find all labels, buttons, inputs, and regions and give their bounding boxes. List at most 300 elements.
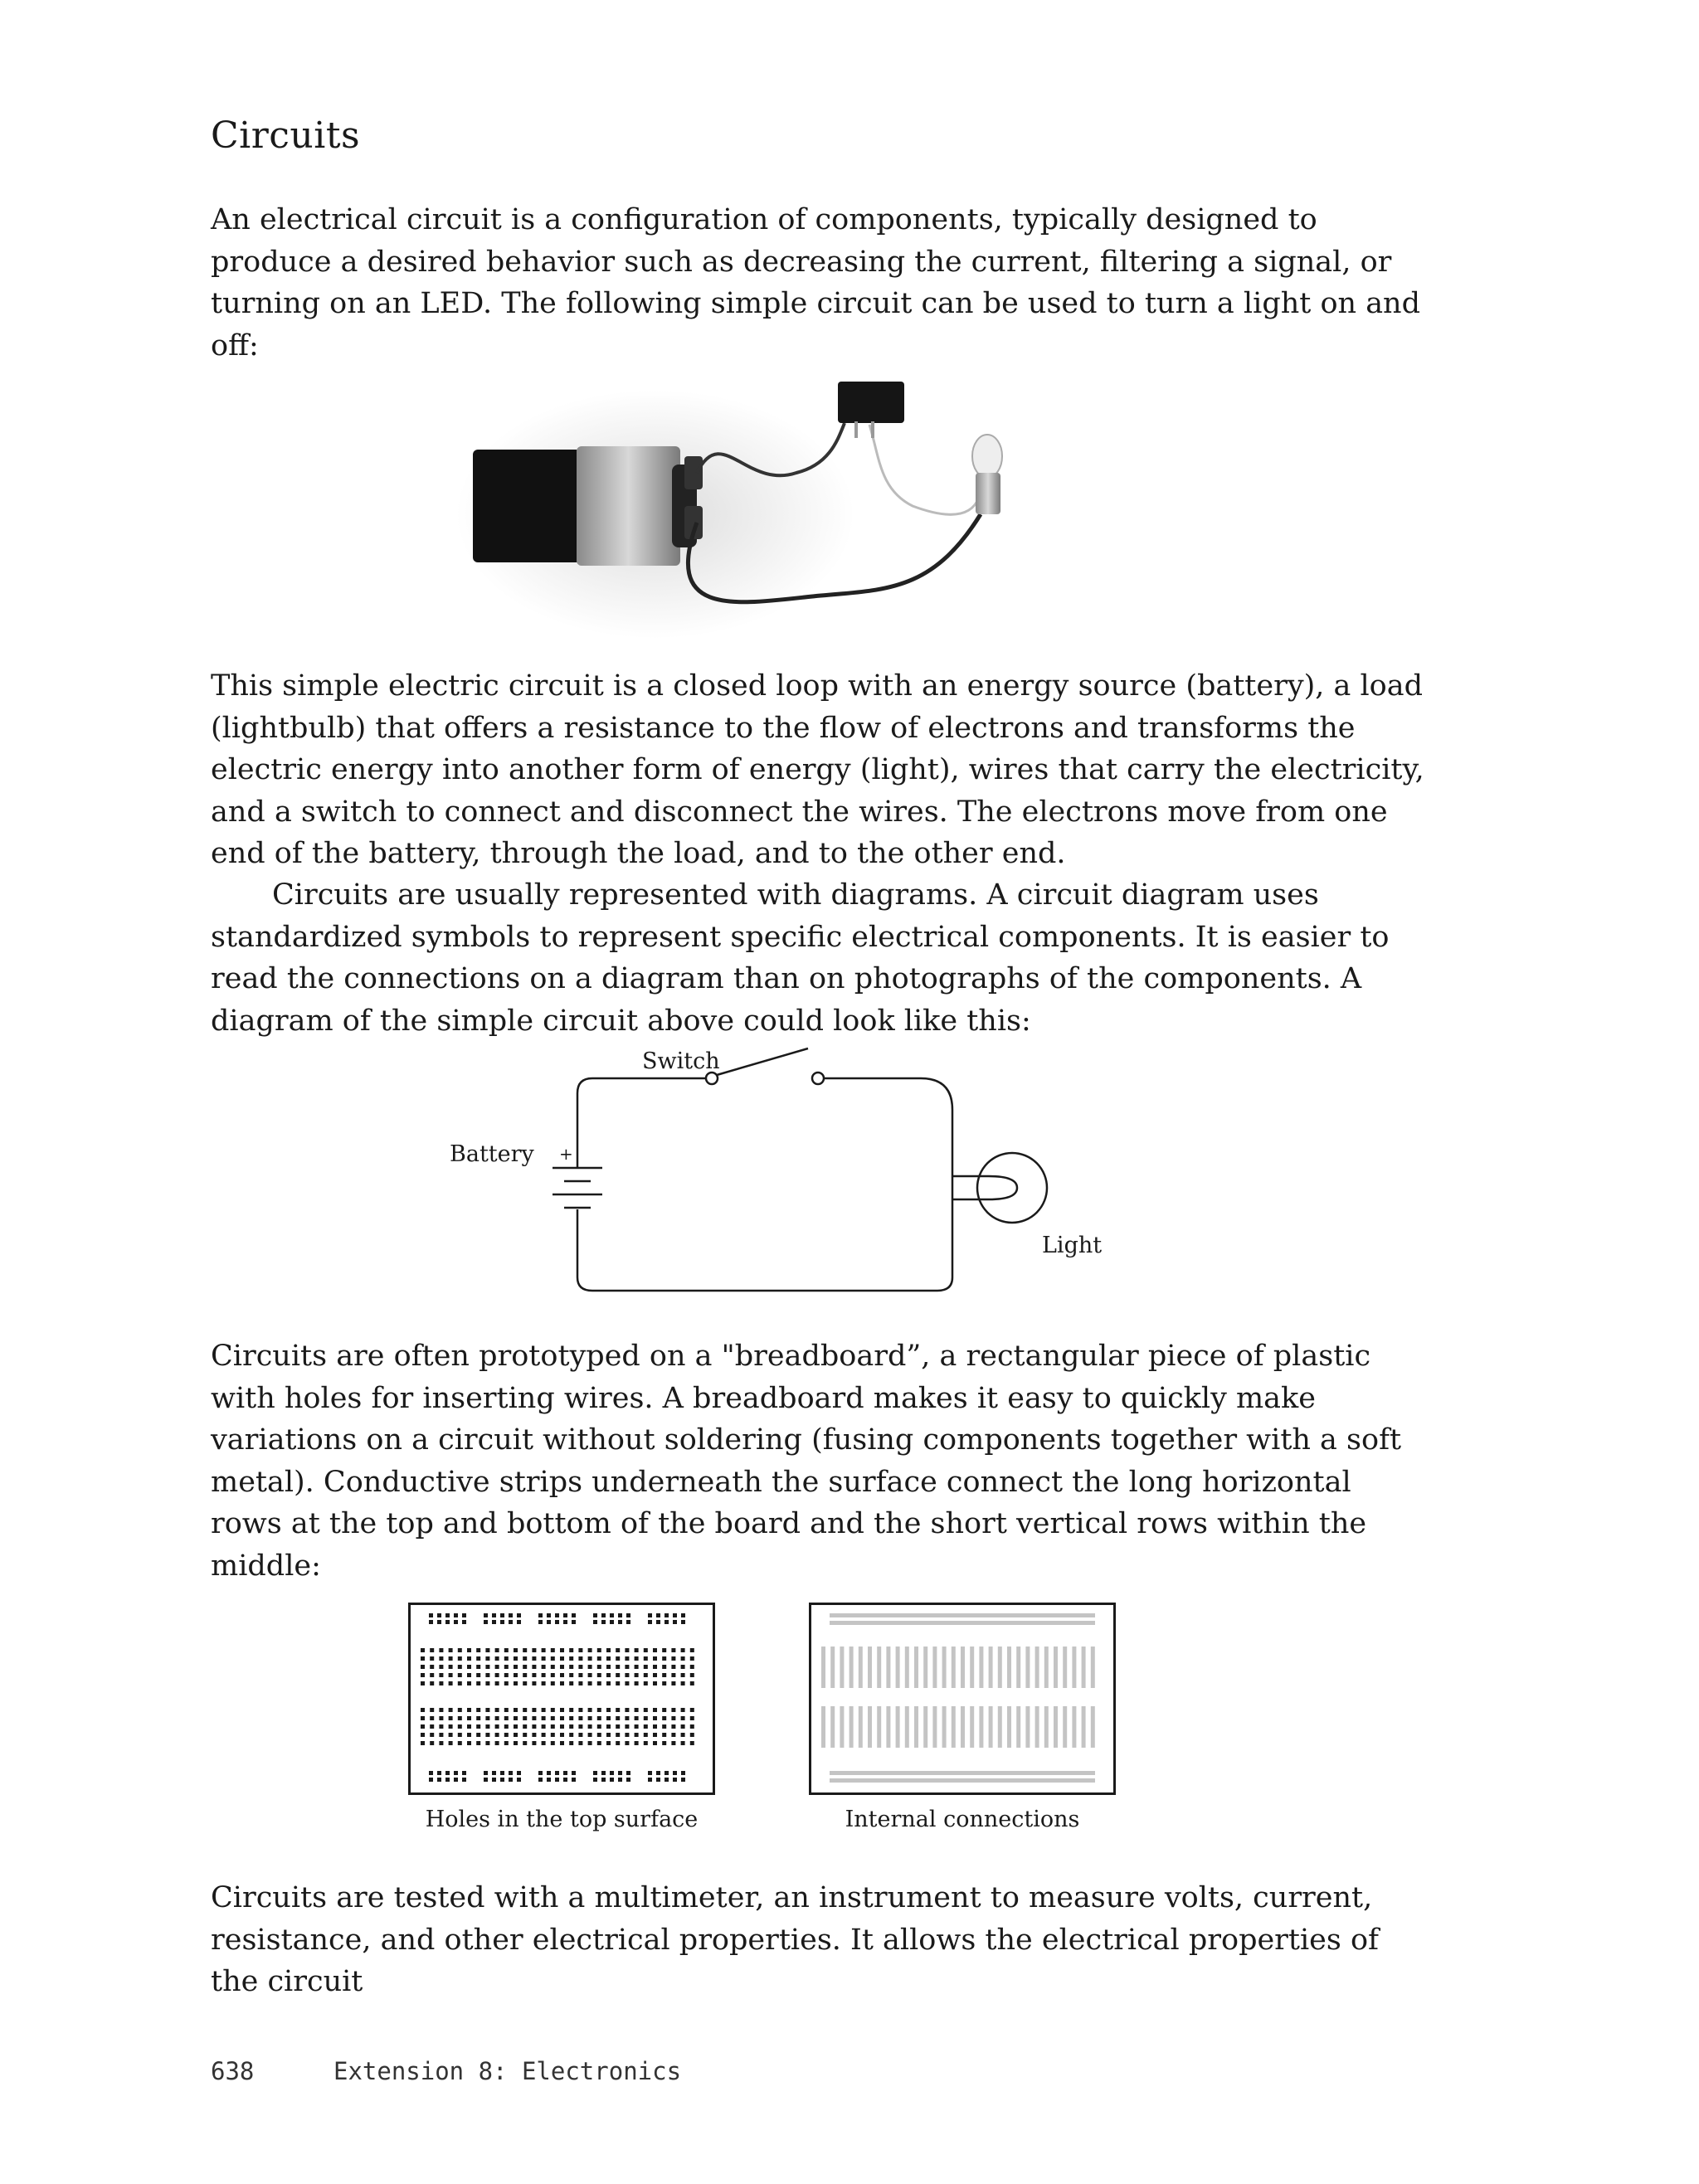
breadboard-hole <box>449 1665 453 1669</box>
breadboard-hole <box>588 1733 592 1737</box>
breadboard-hole <box>560 1716 564 1720</box>
breadboard-hole <box>467 1656 471 1661</box>
breadboard-hole <box>445 1613 450 1617</box>
breadboard-hole <box>560 1708 564 1712</box>
breadboard-hole <box>588 1741 592 1745</box>
breadboard-hole <box>462 1613 466 1617</box>
breadboard-hole <box>635 1708 639 1712</box>
connection-strip <box>979 1647 983 1688</box>
breadboard-hole <box>572 1613 576 1617</box>
breadboard-hole <box>662 1741 666 1745</box>
connection-strip <box>886 1706 890 1748</box>
breadboard-hole <box>551 1656 555 1661</box>
breadboard-hole <box>635 1665 639 1669</box>
breadboard-hole <box>560 1724 564 1729</box>
breadboard-hole <box>555 1620 559 1624</box>
breadboard-hole <box>542 1673 546 1677</box>
connection-strip <box>821 1706 825 1748</box>
breadboard-hole <box>616 1741 620 1745</box>
breadboard-hole <box>509 1613 513 1617</box>
breadboard-hole <box>588 1724 592 1729</box>
breadboard-hole <box>653 1724 657 1729</box>
breadboard-hole <box>662 1681 666 1685</box>
breadboard-hole <box>635 1724 639 1729</box>
breadboard-hole <box>569 1681 573 1685</box>
breadboard-hole <box>517 1613 521 1617</box>
breadboard-hole <box>662 1708 666 1712</box>
breadboard-hole <box>662 1733 666 1737</box>
breadboard-hole <box>560 1673 564 1677</box>
breadboard-hole <box>690 1733 694 1737</box>
breadboard-hole <box>653 1648 657 1652</box>
breadboard-hole <box>495 1656 499 1661</box>
breadboard-hole <box>555 1771 559 1775</box>
breadboard-hole <box>601 1613 606 1617</box>
breadboard-hole <box>551 1741 555 1745</box>
connection-strip <box>850 1706 854 1748</box>
connection-strip <box>896 1647 900 1688</box>
connection-strip <box>970 1706 974 1748</box>
breadboard-hole <box>606 1681 611 1685</box>
breadboard-hole <box>449 1648 453 1652</box>
connection-strip <box>961 1706 965 1748</box>
breadboard-hole <box>625 1665 629 1669</box>
breadboard-hole <box>625 1724 629 1729</box>
breadboard-hole <box>681 1708 685 1712</box>
breadboard-hole <box>618 1613 622 1617</box>
breadboard-hole <box>569 1724 573 1729</box>
breadboard-hole <box>606 1656 611 1661</box>
breadboard-hole <box>597 1648 601 1652</box>
breadboard-hole <box>601 1771 606 1775</box>
breadboard-hole <box>560 1741 564 1745</box>
breadboard-hole <box>635 1681 639 1685</box>
breadboard-hole <box>606 1733 611 1737</box>
breadboard-hole <box>458 1681 462 1685</box>
breadboard-hole <box>430 1681 434 1685</box>
connection-strip <box>830 1778 1095 1783</box>
breadboard-hole <box>653 1708 657 1712</box>
breadboard-hole <box>449 1741 453 1745</box>
breadboard-hole <box>569 1708 573 1712</box>
connection-strip <box>914 1647 918 1688</box>
battery-symbol <box>553 1168 602 1208</box>
breadboard-hole <box>690 1708 694 1712</box>
connection-strip <box>1082 1706 1086 1748</box>
breadboard-hole <box>500 1778 504 1782</box>
breadboard-hole <box>662 1648 666 1652</box>
connection-strip <box>1091 1706 1095 1748</box>
breadboard-hole <box>635 1741 639 1745</box>
breadboard-hole <box>467 1733 471 1737</box>
connection-strip <box>932 1706 937 1748</box>
switch-lever <box>717 1048 808 1075</box>
breadboard-hole <box>625 1708 629 1712</box>
connection-strip <box>840 1706 844 1748</box>
breadboard-hole <box>593 1613 597 1617</box>
breadboard-hole <box>514 1665 518 1669</box>
breadboard-hole <box>597 1673 601 1677</box>
breadboard-hole <box>644 1681 648 1685</box>
breadboard-hole <box>616 1708 620 1712</box>
breadboard-hole <box>429 1613 433 1617</box>
breadboard-hole <box>421 1673 425 1677</box>
breadboard-hole <box>578 1708 582 1712</box>
breadboard-hole <box>421 1656 425 1661</box>
breadboard-hole <box>542 1716 546 1720</box>
breadboard-hole <box>681 1733 685 1737</box>
breadboard-hole <box>606 1708 611 1712</box>
light-label: Light <box>1042 1233 1103 1258</box>
breadboard-hole <box>538 1778 543 1782</box>
breadboard-hole <box>458 1656 462 1661</box>
breadboard-hole <box>644 1741 648 1745</box>
breadboard-connections-figure <box>809 1603 1116 1795</box>
breadboard-paragraph: Circuits are often prototyped on a "breadboard”, a rectangular piece of plastic with holes for inserting wires. A breadboard makes it easy to quickly make variations on a circuit without soldering (fusing components together with a soft metal). Conductive strips underneath the surface connect the long horizontal rows at the top and bottom of the board and the short vertical rows within the middle: <box>211 1340 1402 1583</box>
connection-strip <box>1072 1647 1076 1688</box>
breadboard-hole <box>618 1778 622 1782</box>
breadboard-hole <box>662 1656 666 1661</box>
breadboard-hole <box>588 1656 592 1661</box>
breadboard-hole <box>514 1724 518 1729</box>
breadboard-hole <box>495 1716 499 1720</box>
breadboard-hole <box>671 1648 675 1652</box>
breadboard-hole <box>532 1656 536 1661</box>
breadboard-hole <box>495 1741 499 1745</box>
breadboard-hole <box>476 1681 480 1685</box>
breadboard-hole <box>665 1620 669 1624</box>
breadboard-hole <box>578 1665 582 1669</box>
breadboard-hole <box>504 1741 509 1745</box>
breadboard-hole <box>671 1741 675 1745</box>
breadboard-hole <box>514 1656 518 1661</box>
switch-contact-left <box>706 1073 718 1084</box>
breadboard-hole <box>458 1648 462 1652</box>
connection-strip <box>1091 1647 1095 1688</box>
breadboard-hole <box>458 1741 462 1745</box>
breadboard-hole <box>569 1656 573 1661</box>
breadboard-hole <box>467 1673 471 1677</box>
breadboard-hole <box>673 1778 677 1782</box>
breadboard-hole <box>569 1673 573 1677</box>
breadboard-hole <box>495 1733 499 1737</box>
breadboard-hole <box>551 1708 555 1712</box>
breadboard-hole <box>653 1733 657 1737</box>
connection-strip <box>942 1706 947 1748</box>
breadboard-hole <box>429 1620 433 1624</box>
breadboard-hole <box>430 1733 434 1737</box>
breadboard-hole <box>626 1620 630 1624</box>
breadboard-hole <box>616 1724 620 1729</box>
wire-top-left <box>577 1078 707 1168</box>
breadboard-hole <box>437 1778 441 1782</box>
breadboard-hole <box>572 1771 576 1775</box>
breadboard-hole <box>662 1716 666 1720</box>
breadboard-hole <box>439 1741 443 1745</box>
connection-strip <box>896 1706 900 1748</box>
battery-plus: + <box>559 1144 573 1164</box>
breadboard-hole <box>644 1656 648 1661</box>
breadboard-hole <box>681 1681 685 1685</box>
breadboard-hole <box>644 1648 648 1652</box>
connection-strip <box>1007 1706 1011 1748</box>
breadboard-hole <box>485 1724 489 1729</box>
breadboard-hole <box>532 1665 536 1669</box>
breadboard-hole <box>644 1673 648 1677</box>
connection-strip <box>1007 1647 1011 1688</box>
breadboard-hole <box>476 1716 480 1720</box>
breadboard-hole <box>681 1724 685 1729</box>
connection-strip <box>970 1647 974 1688</box>
breadboard-hole <box>563 1613 567 1617</box>
connection-strip <box>1025 1647 1030 1688</box>
breadboard-hole <box>514 1708 518 1712</box>
breadboard-hole <box>509 1620 513 1624</box>
breadboard-hole <box>690 1716 694 1720</box>
breadboard-hole <box>514 1648 518 1652</box>
breadboard-hole <box>523 1716 527 1720</box>
breadboard-hole <box>467 1648 471 1652</box>
breadboard-hole <box>626 1778 630 1782</box>
breadboard-hole <box>485 1708 489 1712</box>
breadboard-hole <box>606 1741 611 1745</box>
breadboard-hole <box>532 1648 536 1652</box>
breadboard-hole <box>476 1733 480 1737</box>
breadboard-hole <box>439 1681 443 1685</box>
breadboard-hole <box>563 1620 567 1624</box>
light-bulb-symbol <box>977 1153 1047 1223</box>
breadboard-hole <box>681 1778 685 1782</box>
connections-caption: Internal connections <box>845 1807 1080 1832</box>
breadboard-hole <box>625 1648 629 1652</box>
breadboard-hole <box>635 1733 639 1737</box>
breadboard-hole <box>671 1733 675 1737</box>
breadboard-hole <box>538 1613 543 1617</box>
breadboard-hole <box>523 1733 527 1737</box>
breadboard-hole <box>625 1716 629 1720</box>
breadboard-hole <box>665 1613 669 1617</box>
multimeter-paragraph: Circuits are tested with a multimeter, an instrument to measure volts, current, resistance, and other electrical properties. It allows the electrical properties of the circuit <box>211 1881 1379 1998</box>
breadboard-hole <box>671 1724 675 1729</box>
breadboard-hole <box>439 1665 443 1669</box>
breadboard-hole <box>597 1708 601 1712</box>
breadboard-hole <box>504 1681 509 1685</box>
breadboard-hole <box>569 1716 573 1720</box>
breadboard-hole <box>648 1620 652 1624</box>
breadboard-hole <box>445 1771 450 1775</box>
breadboard-hole <box>467 1681 471 1685</box>
breadboard-hole <box>551 1716 555 1720</box>
breadboard-hole <box>476 1741 480 1745</box>
breadboard-hole <box>673 1620 677 1624</box>
connection-strip <box>998 1647 1002 1688</box>
breadboard-hole <box>578 1741 582 1745</box>
breadboard-hole <box>569 1648 573 1652</box>
breadboard-hole <box>681 1648 685 1652</box>
breadboard-hole <box>532 1673 536 1677</box>
breadboard-hole <box>485 1673 489 1677</box>
breadboard-hole <box>648 1771 652 1775</box>
breadboard-hole <box>563 1771 567 1775</box>
breadboard-hole <box>593 1771 597 1775</box>
breadboard-hole <box>569 1741 573 1745</box>
breadboard-hole <box>593 1778 597 1782</box>
breadboard-hole <box>578 1724 582 1729</box>
breadboard-hole <box>616 1665 620 1669</box>
breadboard-hole <box>653 1741 657 1745</box>
breadboard-hole <box>430 1656 434 1661</box>
breadboard-hole <box>690 1665 694 1669</box>
breadboard-hole <box>662 1665 666 1669</box>
breadboard-hole <box>504 1724 509 1729</box>
breadboard-hole <box>542 1733 546 1737</box>
breadboard-hole <box>439 1673 443 1677</box>
breadboard-hole <box>449 1656 453 1661</box>
breadboard-hole <box>467 1741 471 1745</box>
breadboard-hole <box>555 1778 559 1782</box>
breadboard-hole <box>597 1681 601 1685</box>
breadboard-hole <box>563 1778 567 1782</box>
breadboard-hole <box>635 1656 639 1661</box>
breadboard-hole <box>421 1724 425 1729</box>
breadboard-hole <box>610 1778 614 1782</box>
breadboard-hole <box>504 1673 509 1677</box>
breadboard-hole <box>690 1741 694 1745</box>
connection-strip <box>830 1613 1095 1617</box>
connection-strip <box>932 1647 937 1688</box>
breadboard-hole <box>484 1771 488 1775</box>
breadboard-hole <box>429 1778 433 1782</box>
breadboard-hole <box>492 1778 496 1782</box>
breadboard-hole <box>421 1716 425 1720</box>
breadboard-hole <box>421 1708 425 1712</box>
breadboard-hole <box>644 1665 648 1669</box>
breadboard-hole <box>681 1673 685 1677</box>
breadboard-hole <box>532 1708 536 1712</box>
breadboard-hole <box>504 1648 509 1652</box>
wire-loop <box>577 1078 952 1291</box>
breadboard-hole <box>454 1613 458 1617</box>
breadboard-hole <box>484 1778 488 1782</box>
breadboard-hole <box>547 1620 551 1624</box>
breadboard-hole <box>656 1771 660 1775</box>
breadboard-hole <box>462 1771 466 1775</box>
breadboard-hole <box>514 1733 518 1737</box>
breadboard-hole <box>610 1620 614 1624</box>
connection-strip <box>830 1706 835 1748</box>
breadboard-hole <box>458 1673 462 1677</box>
breadboard-hole <box>458 1716 462 1720</box>
connection-strip <box>952 1706 956 1748</box>
breadboard-hole <box>500 1620 504 1624</box>
breadboard-hole <box>532 1681 536 1685</box>
light-leads <box>952 1176 1017 1199</box>
breadboard-hole <box>421 1681 425 1685</box>
breadboard-hole <box>671 1708 675 1712</box>
breadboard-hole <box>560 1733 564 1737</box>
breadboard-hole <box>462 1778 466 1782</box>
connection-strip <box>1054 1647 1058 1688</box>
breadboard-hole <box>560 1656 564 1661</box>
breadboard-hole <box>597 1741 601 1745</box>
breadboard-hole <box>458 1665 462 1669</box>
breadboard-hole <box>439 1656 443 1661</box>
breadboard-hole <box>690 1648 694 1652</box>
breadboard-hole <box>532 1716 536 1720</box>
breadboard-hole <box>485 1733 489 1737</box>
breadboard-hole <box>616 1673 620 1677</box>
breadboard-hole <box>542 1741 546 1745</box>
connection-strip <box>1072 1706 1076 1748</box>
breadboard-hole <box>690 1681 694 1685</box>
breadboard-hole <box>421 1741 425 1745</box>
breadboard-hole <box>458 1733 462 1737</box>
breadboard-hole <box>610 1613 614 1617</box>
breadboard-hole <box>625 1741 629 1745</box>
breadboard-hole <box>500 1771 504 1775</box>
connection-strip <box>989 1706 993 1748</box>
breadboard-hole <box>551 1673 555 1677</box>
breadboard-hole <box>495 1648 499 1652</box>
breadboard-hole <box>588 1665 592 1669</box>
breadboard-hole <box>467 1724 471 1729</box>
breadboard-hole <box>653 1673 657 1677</box>
connection-strip <box>905 1706 909 1748</box>
connection-strip <box>830 1647 835 1688</box>
breadboard-hole <box>430 1648 434 1652</box>
breadboard-hole <box>555 1613 559 1617</box>
breadboard-hole <box>635 1716 639 1720</box>
breadboard-hole <box>492 1613 496 1617</box>
connection-strip <box>998 1706 1002 1748</box>
breadboard-hole <box>495 1665 499 1669</box>
breadboard-hole <box>601 1778 606 1782</box>
breadboard-hole <box>523 1665 527 1669</box>
breadboard-hole <box>437 1620 441 1624</box>
breadboard-hole <box>551 1733 555 1737</box>
breadboard-hole <box>509 1771 513 1775</box>
breadboard-hole <box>648 1613 652 1617</box>
breadboard-hole <box>618 1771 622 1775</box>
breadboard-hole <box>572 1620 576 1624</box>
breadboard-hole <box>485 1665 489 1669</box>
breadboard-hole <box>578 1681 582 1685</box>
circuit-photo <box>448 348 1078 655</box>
breadboard-hole <box>437 1771 441 1775</box>
connection-strip <box>952 1647 956 1688</box>
breadboard-hole <box>421 1733 425 1737</box>
breadboard-hole <box>495 1673 499 1677</box>
breadboard-hole <box>542 1681 546 1685</box>
connection-strip <box>1082 1647 1086 1688</box>
breadboard-hole <box>542 1665 546 1669</box>
breadboard-hole <box>532 1741 536 1745</box>
breadboard-hole <box>616 1648 620 1652</box>
breadboard-hole <box>514 1741 518 1745</box>
breadboard-hole <box>467 1665 471 1669</box>
holes-caption: Holes in the top surface <box>425 1807 699 1832</box>
breadboard-hole <box>547 1613 551 1617</box>
breadboard-hole <box>569 1733 573 1737</box>
breadboard-hole <box>618 1620 622 1624</box>
breadboard-hole <box>542 1648 546 1652</box>
breadboard-hole <box>648 1778 652 1782</box>
switch-contact-right <box>812 1073 824 1084</box>
breadboard-hole <box>656 1620 660 1624</box>
breadboard-hole <box>476 1708 480 1712</box>
battery-photo <box>473 446 703 566</box>
breadboard-hole <box>606 1665 611 1669</box>
